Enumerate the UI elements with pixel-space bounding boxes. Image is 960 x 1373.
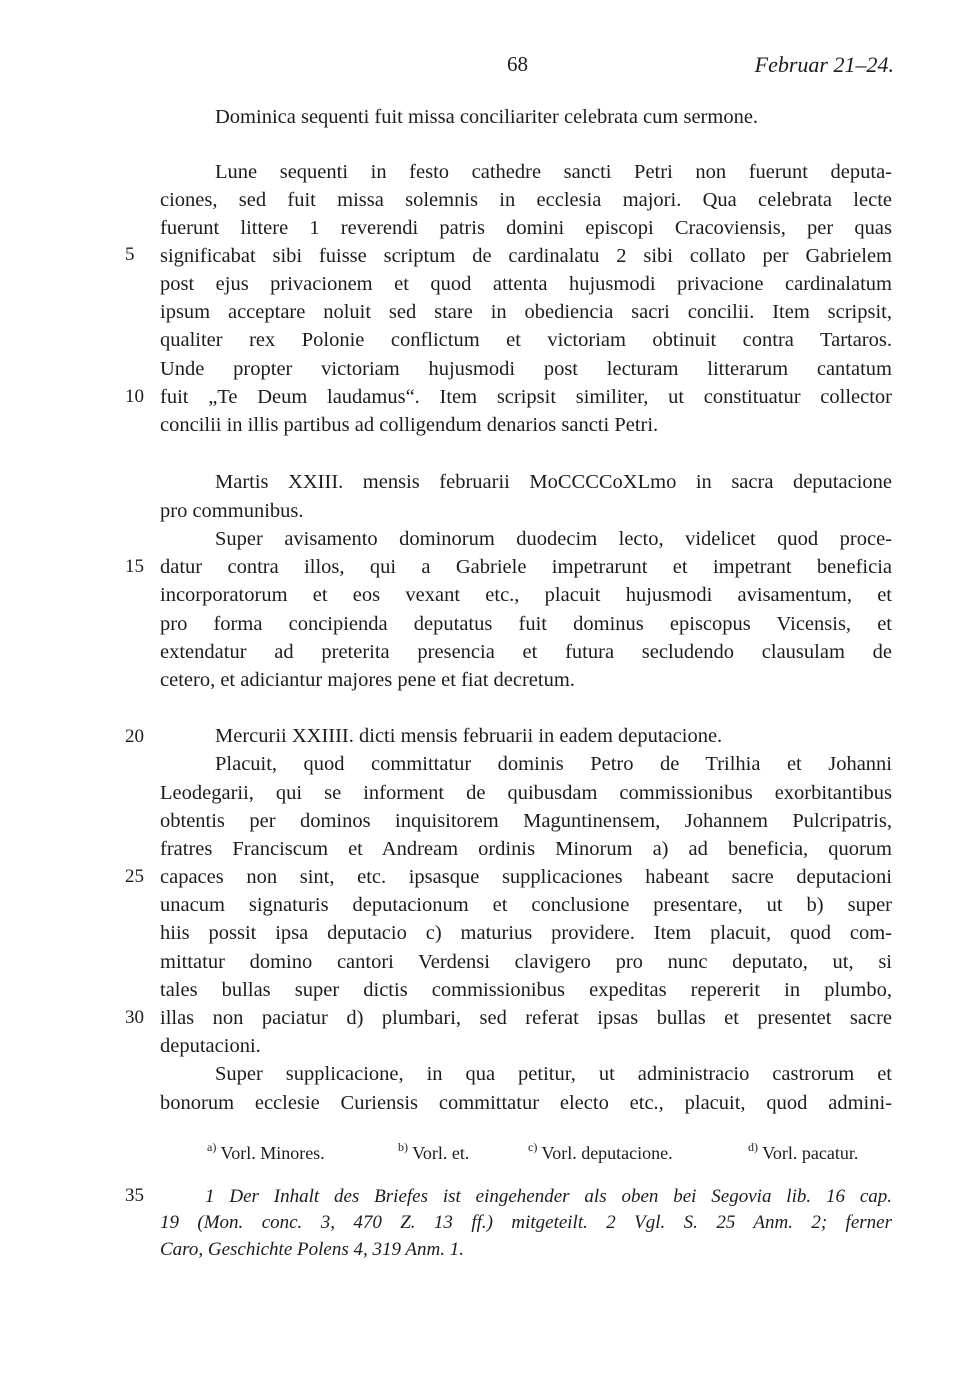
- variant-mark: b): [398, 1140, 408, 1154]
- variant-text: Vorl. deputacione.: [541, 1143, 673, 1163]
- line-number: 5: [125, 244, 135, 265]
- text-line: fuit „Te Deum laudamus“. Item scripsit similiter, ut constituatur collector: [160, 386, 892, 408]
- footnote-line: Caro, Geschichte Polens 4, 319 Anm. 1.: [160, 1239, 464, 1260]
- variant-note: [528, 1141, 673, 1165]
- text-line: qualiter rex Polonie conflictum et victoriam obtinuit contra Tartaros.: [160, 329, 892, 351]
- text-line: Martis XXIII. mensis februarii MoCCCCoXLmo in sacra deputacione: [215, 471, 892, 493]
- line-number: 10: [125, 386, 144, 407]
- text-line: mittatur domino cantori Verdensi clavigero pro nunc deputato, ut, si: [160, 951, 892, 973]
- variant-text: Vorl. pacatur.: [762, 1143, 859, 1163]
- text-line: concilii in illis partibus ad colligendum denarios sancti Petri.: [160, 414, 659, 436]
- text-line: datur contra illos, qui a Gabriele impetrarunt et impetrant beneficia: [160, 556, 892, 578]
- text-line: Placuit, quod committatur dominis Petro de Trilhia et Johanni: [215, 753, 892, 775]
- text-line: post ejus privacionem et quod attenta hujusmodi privacione cardinalatum: [160, 273, 892, 295]
- variant-note: [398, 1141, 469, 1165]
- text-line: illas non paciatur d) plumbari, sed referat ipsas bullas et presentet sacre: [160, 1007, 892, 1029]
- text-line: Super avisamento dominorum duodecim lecto, videlicet quod proce-: [215, 528, 892, 550]
- text-line: ipsum acceptare noluit sed stare in obediencia sacri concilii. Item scripsit,: [160, 301, 892, 323]
- text-line: incorporatorum et eos vexant etc., placuit hujusmodi avisamentum, et: [160, 584, 892, 606]
- variant-note: [207, 1141, 325, 1165]
- variant-text: Vorl. Minores.: [220, 1143, 325, 1163]
- line-number: 30: [125, 1007, 144, 1028]
- text-line: unacum signaturis deputacionum et conclusione presentare, ut b) super: [160, 894, 892, 916]
- text-line: Leodegarii, qui se informent de quibusdam commissionibus exorbitantibus: [160, 782, 892, 804]
- variant-mark: c): [528, 1140, 538, 1154]
- text-line: Dominica sequenti fuit missa conciliariter celebrata cum sermone.: [215, 106, 759, 128]
- variant-text: Vorl. et.: [412, 1143, 470, 1163]
- text-line: Unde propter victoriam hujusmodi post lecturam litterarum cantatum: [160, 358, 892, 380]
- text-line: deputacioni.: [160, 1035, 261, 1057]
- variant-mark: d): [748, 1140, 758, 1154]
- footnote-line: 19 (Mon. conc. 3, 470 Z. 13 ff.) mitgeteilt. 2 Vgl. S. 25 Anm. 2; ferner: [160, 1212, 892, 1233]
- text-line: Lune sequenti in festo cathedre sancti Petri non fuerunt deputa-: [215, 161, 892, 183]
- text-line: significabat sibi fuisse scriptum de cardinalatu 2 sibi collato per Gabrielem: [160, 245, 892, 267]
- text-line: fuerunt littere 1 reverendi patris domini episcopi Cracoviensis, per quas: [160, 217, 892, 239]
- footnote-line: 1 Der Inhalt des Briefes ist eingehender als oben bei Segovia lib. 16 cap.: [205, 1186, 892, 1207]
- text-line: capaces non sint, etc. ipsasque supplicaciones habeant sacre deputacioni: [160, 866, 892, 888]
- text-line: tales bullas super dictis commissionibus expeditas repererit in plumbo,: [160, 979, 892, 1001]
- text-line: extendatur ad preterita presencia et futura secludendo clausulam de: [160, 641, 892, 663]
- line-number: 25: [125, 866, 144, 887]
- text-line: Super supplicacione, in qua petitur, ut administracio castrorum et: [215, 1063, 892, 1085]
- text-line: ciones, sed fuit missa solemnis in ecclesia majori. Qua celebrata lecte: [160, 189, 892, 211]
- text-line: obtentis per dominos inquisitorem Maguntinensem, Johannem Pulcripatris,: [160, 810, 892, 832]
- page-number: 68: [507, 52, 528, 76]
- text-line: Mercurii XXIIII. dicti mensis februarii in eadem deputacione.: [215, 725, 723, 747]
- text-line: cetero, et adiciantur majores pene et fiat decretum.: [160, 669, 575, 691]
- text-line: pro forma concipienda deputatus fuit dominus episcopus Vicensis, et: [160, 613, 892, 635]
- running-head: Februar 21–24.: [754, 52, 894, 77]
- text-line: bonorum ecclesie Curiensis committatur electo etc., placuit, quod admini-: [160, 1092, 892, 1114]
- text-line: fratres Franciscum et Andream ordinis Minorum a) ad beneficia, quorum: [160, 838, 892, 860]
- line-number: 35: [125, 1185, 144, 1206]
- text-line: pro communibus.: [160, 500, 304, 522]
- text-line: hiis possit ipsa deputacio c) maturius providere. Item placuit, quod com-: [160, 922, 892, 944]
- line-number: 20: [125, 726, 144, 747]
- variant-note: [748, 1141, 858, 1165]
- variant-mark: a): [207, 1140, 217, 1154]
- line-number: 15: [125, 556, 144, 577]
